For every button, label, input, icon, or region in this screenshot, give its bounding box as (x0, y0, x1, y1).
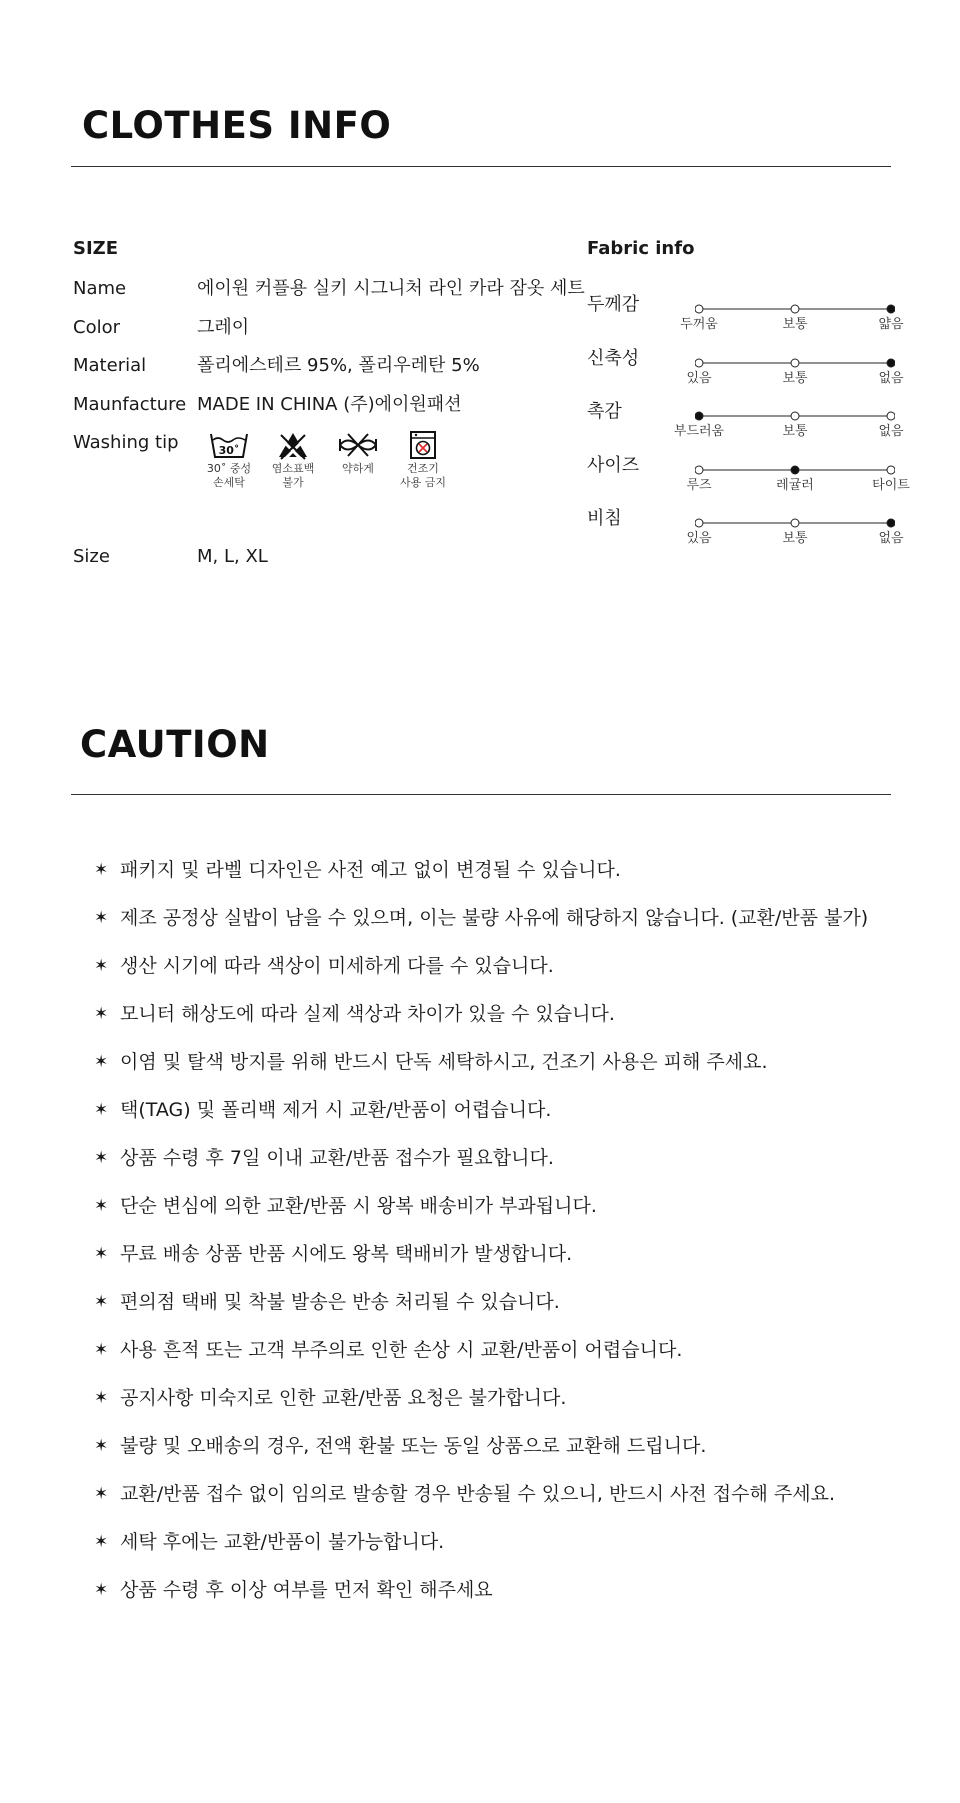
caution-item (94, 1336, 914, 1384)
fabric-option-label: 있음 (686, 531, 712, 546)
fabric-scale-dot (887, 466, 895, 474)
fabric-row-label: 사이즈 (587, 454, 640, 476)
star-bullet-icon: ✶ (94, 908, 109, 928)
caution-text: 단순 변심에 의한 교환/반품 시 왕복 배송비가 부과됩니다. (120, 1195, 597, 1217)
fabric-option-label: 보통 (782, 424, 808, 439)
caution-item (94, 1384, 914, 1432)
fabric-scale-dot (695, 466, 703, 474)
fabric-option-label: 얇음 (878, 317, 904, 332)
info-row-material (73, 353, 573, 392)
clothes-info-divider (71, 166, 891, 167)
caution-item (94, 952, 914, 1000)
fabric-option-label: 보통 (782, 317, 808, 332)
fabric-scale (695, 358, 895, 368)
fabric-option-label: 루즈 (686, 477, 712, 493)
caution-text: 이염 및 탈색 방지를 위해 반드시 단독 세탁하시고, 건조기 사용은 피해 주세요. (120, 1051, 768, 1073)
star-bullet-icon: ✶ (94, 1580, 109, 1600)
fabric-scale-dot (695, 359, 703, 367)
no-tumble-dry-icon (391, 430, 455, 490)
fabric-option-label: 있음 (686, 370, 712, 386)
caution-text: 무료 배송 상품 반품 시에도 왕복 택배비가 발생합니다. (120, 1243, 573, 1265)
fabric-scale-dot (695, 305, 703, 313)
caution-text: 편의점 택배 및 착불 발송은 반송 처리될 수 있습니다. (120, 1291, 560, 1313)
fabric-scale-dot (887, 412, 895, 420)
fabric-scale-dot (791, 519, 799, 527)
caution-text: 상품 수령 후 7일 이내 교환/반품 접수가 필요합니다. (120, 1147, 554, 1169)
fabric-scale-dot-selected (695, 412, 703, 420)
caution-divider (71, 794, 891, 795)
star-bullet-icon: ✶ (94, 1244, 109, 1264)
info-value: M, L, XL (197, 546, 268, 567)
clothes-info-title: CLOTHES INFO (82, 104, 392, 147)
info-label: Name (73, 278, 127, 299)
info-value: 그레이 (197, 316, 250, 338)
wash-caption: 사용 금지 (399, 476, 446, 489)
fabric-row-label: 촉감 (587, 401, 622, 422)
caution-item (94, 1480, 914, 1528)
caution-item (94, 1288, 914, 1336)
fabric-option-label: 부드러움 (673, 424, 725, 439)
caution-item (94, 1144, 914, 1192)
star-bullet-icon: ✶ (94, 1292, 109, 1312)
fabric-option-label: 타이트 (872, 477, 910, 493)
caution-text: 상품 수령 후 이상 여부를 먼저 확인 해주세요 (120, 1579, 493, 1601)
caution-item (94, 1048, 914, 1096)
fabric-option-label: 보통 (782, 531, 808, 546)
info-value: 폴리에스테르 95%, 폴리우레탄 5% (197, 355, 480, 376)
info-row-name (73, 276, 585, 315)
fabric-option-label: 레귤러 (776, 477, 814, 493)
caution-title: CAUTION (80, 723, 270, 766)
fabric-scale (695, 465, 895, 475)
caution-item (94, 1192, 914, 1240)
fabric-row (587, 508, 927, 558)
svg-text:30˚: 30˚ (218, 444, 240, 457)
star-bullet-icon: ✶ (94, 1388, 109, 1408)
info-label: Maunfacture (73, 393, 187, 415)
star-bullet-icon: ✶ (94, 1148, 109, 1168)
fabric-scale-dot (791, 412, 799, 420)
fabric-scale-dot-selected (887, 305, 895, 313)
fabric-row-label: 신축성 (587, 347, 640, 369)
caution-text: 불량 및 오배송의 경우, 전액 환불 또는 동일 상품으로 교환해 드립니다. (120, 1435, 707, 1457)
star-bullet-icon: ✶ (94, 956, 109, 976)
star-bullet-icon: ✶ (94, 1484, 109, 1504)
fabric-row (587, 294, 927, 344)
info-label: Size (73, 546, 110, 567)
fabric-scale-dot (695, 519, 703, 527)
caution-text: 패키지 및 라벨 디자인은 사전 예고 없이 변경될 수 있습니다. (120, 859, 621, 881)
caution-text: 공지사항 미숙지로 인한 교환/반품 요청은 불가합니다. (120, 1387, 567, 1409)
star-bullet-icon: ✶ (94, 1196, 109, 1216)
star-bullet-icon: ✶ (94, 1340, 109, 1360)
caution-item (94, 1096, 914, 1144)
size-heading: SIZE (73, 238, 119, 259)
caution-text: 사용 흔적 또는 고객 부주의로 인한 손상 시 교환/반품이 어렵습니다. (120, 1339, 683, 1361)
wash-caption: 염소표백 (271, 462, 315, 475)
info-label: Material (73, 355, 147, 376)
fabric-info-heading: Fabric info (587, 238, 695, 259)
wash-30-tub-icon (197, 430, 261, 490)
fabric-scale-dot-selected (791, 466, 799, 474)
star-bullet-icon: ✶ (94, 1532, 109, 1552)
washing-icons (197, 430, 457, 510)
clothes-info-table (73, 238, 585, 583)
caution-item (94, 904, 914, 952)
no-bleach-icon (261, 430, 325, 490)
fabric-scale (695, 518, 895, 528)
wash-caption: 30˚ 중성 (206, 462, 252, 475)
fabric-row-label: 비침 (587, 508, 622, 529)
fabric-option-label: 두꺼움 (680, 317, 718, 332)
fabric-scale-dot-selected (887, 359, 895, 367)
fabric-row (587, 455, 927, 505)
info-label: Washing tip (73, 432, 179, 453)
caution-text: 세탁 후에는 교환/반품이 불가능합니다. (120, 1531, 445, 1553)
fabric-row (587, 401, 927, 451)
wash-caption: 손세탁 (213, 476, 245, 489)
star-bullet-icon: ✶ (94, 1052, 109, 1072)
info-row-washing (73, 430, 573, 544)
caution-text: 제조 공정상 실밥이 남을 수 있으며, 이는 불량 사유에 해당하지 않습니다. (교환/반품 불가) (120, 907, 869, 929)
star-bullet-icon: ✶ (94, 1004, 109, 1024)
caution-item (94, 1000, 914, 1048)
fabric-scale-dot-selected (887, 519, 895, 527)
caution-text: 생산 시기에 따라 색상이 미세하게 다를 수 있습니다. (120, 955, 554, 977)
wash-caption: 불가 (282, 476, 304, 489)
fabric-scale-dot (791, 359, 799, 367)
gentle-wring-icon (326, 430, 390, 476)
info-row-size (73, 544, 573, 583)
fabric-scale-dot (791, 305, 799, 313)
info-value: 에이원 커플용 실키 시그니처 라인 카라 잠옷 세트 (197, 278, 585, 299)
wash-caption: 약하게 (342, 462, 374, 475)
caution-item (94, 856, 914, 904)
caution-item (94, 1432, 914, 1480)
wash-caption: 건조기 (407, 462, 439, 475)
caution-list (94, 856, 914, 1624)
fabric-option-label: 없음 (878, 370, 904, 386)
info-label: Color (73, 316, 120, 338)
info-value: MADE IN CHINA (주)에이원패션 (197, 393, 462, 415)
caution-item (94, 1576, 914, 1624)
star-bullet-icon: ✶ (94, 860, 109, 880)
info-row-color (73, 315, 573, 354)
fabric-scale (695, 411, 895, 421)
caution-text: 교환/반품 접수 없이 임의로 발송할 경우 반송될 수 있으니, 반드시 사전 접수해 주세요. (120, 1483, 835, 1505)
caution-text: 택(TAG) 및 폴리백 제거 시 교환/반품이 어렵습니다. (120, 1099, 552, 1121)
fabric-row (587, 348, 927, 398)
caution-text: 모니터 해상도에 따라 실제 색상과 차이가 있을 수 있습니다. (120, 1003, 615, 1025)
fabric-option-label: 없음 (878, 424, 904, 439)
fabric-scale (695, 304, 895, 314)
caution-item (94, 1528, 914, 1576)
fabric-info (587, 238, 927, 546)
star-bullet-icon: ✶ (94, 1100, 109, 1120)
info-row-manufacture (73, 392, 573, 431)
fabric-option-label: 보통 (782, 370, 808, 386)
fabric-row-label: 두께감 (587, 294, 640, 315)
caution-item (94, 1240, 914, 1288)
star-bullet-icon: ✶ (94, 1436, 109, 1456)
fabric-option-label: 없음 (878, 531, 904, 546)
